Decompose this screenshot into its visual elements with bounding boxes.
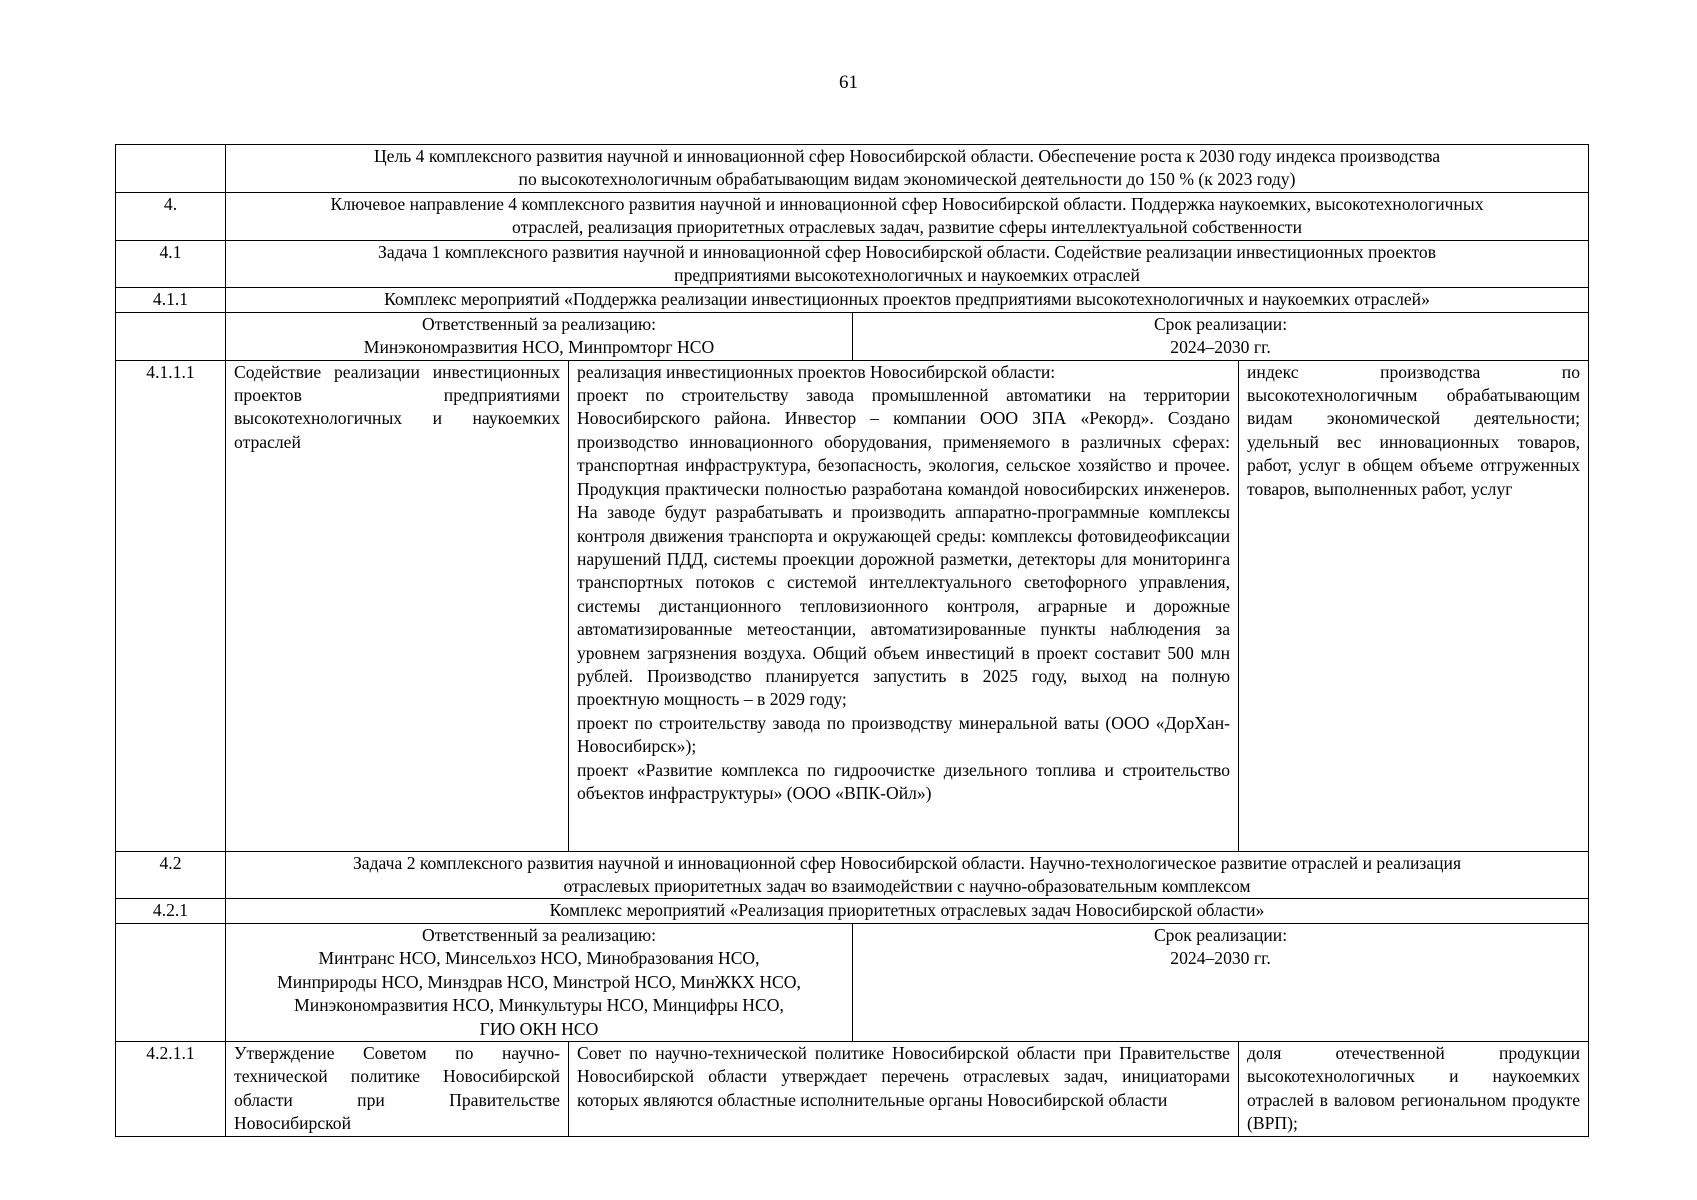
task-heading <box>226 240 1589 288</box>
responsibility-number-cell <box>116 312 226 360</box>
measure-indicator: индекс производства по высокотехнологичным обрабатывающим видам экономической деятельности; удельный вес инновационных товаров, работ, услуг в общем объеме отгруженных товаров, выполненных работ, услуг <box>1239 360 1589 851</box>
goal-line: Цель 4 комплексного развития научной и инновационной сфер Новосибирской области. Обеспечение роста к 2030 году индекса производства <box>373 146 1441 166</box>
measure-number: 4.2.1.1 <box>116 1041 226 1136</box>
responsible-value: Минтранс НСО, Минсельхоз НСО, Минобразования НСО, <box>318 948 760 969</box>
complex-number: 4.1.1 <box>116 288 226 312</box>
measure-row <box>116 360 1589 851</box>
term-cell <box>853 923 1589 1041</box>
plan-table <box>115 144 1589 1137</box>
measure-indicator: доля отечественной продукции высокотехнологичных и наукоемких отраслей в валовом региональном продукте (ВРП); <box>1239 1041 1589 1136</box>
description-paragraph: проект «Развитие комплекса по гидроочистке дизельного топлива и строительство объектов инфраструктуры» (ООО «ВПК-Ойл») <box>577 759 1230 803</box>
term-label: Срок реализации: <box>1153 924 1288 945</box>
goal-line: по высокотехнологичным обрабатывающим видам экономической деятельности до 150 % (к 2023 году) <box>518 169 1296 190</box>
responsible-cell <box>226 312 853 360</box>
responsible-label: Ответственный за реализацию: <box>421 313 657 334</box>
term-cell <box>853 312 1589 360</box>
complex-row <box>116 899 1589 923</box>
task-row <box>116 240 1589 288</box>
task-number: 4.1 <box>116 240 226 288</box>
description-paragraph: реализация инвестиционных проектов Новосибирской области: <box>577 361 1056 382</box>
measure-name: Утверждение Советом по научно-технической политике Новосибирской области при Правительстве Новосибирской <box>226 1041 569 1136</box>
measure-description <box>569 360 1239 851</box>
task-line: предприятиями высокотехнологичных и наукоемких отраслей <box>674 265 1140 286</box>
complex-title: Комплекс мероприятий «Реализация приоритетных отраслевых задач Новосибирской области» <box>226 899 1589 923</box>
goal-row <box>116 145 1589 193</box>
responsible-cell <box>226 923 853 1041</box>
page-number: 61 <box>839 72 858 93</box>
direction-line: Ключевое направление 4 комплексного развития научной и инновационной сфер Новосибирской области. Поддержка наукоемких, высокотехнологичных <box>330 193 1484 214</box>
responsible-value: Минэкономразвития НСО, Минкультуры НСО, Минцифры НСО, <box>294 995 784 1016</box>
measure-name: Содействие реализации инвестиционных проектов предприятиями высокотехнологичных и наукоемких отраслей <box>226 360 569 851</box>
direction-row <box>116 192 1589 240</box>
goal-heading <box>226 145 1589 193</box>
responsible-value: Минэкономразвития НСО, Минпромторг НСО <box>363 337 715 358</box>
responsible-value: Минприроды НСО, Минздрав НСО, Минстрой НСО, МинЖКХ НСО, <box>277 971 801 992</box>
measure-row <box>116 1041 1589 1136</box>
complex-title: Комплекс мероприятий «Поддержка реализации инвестиционных проектов предприятиями высокотехнологичных и наукоемких отраслей» <box>226 288 1589 312</box>
responsibility-row <box>116 923 1589 1041</box>
responsible-label: Ответственный за реализацию: <box>421 924 657 945</box>
responsible-value: ГИО ОКН НСО <box>479 1018 599 1039</box>
task-row <box>116 851 1589 899</box>
responsibility-row <box>116 312 1589 360</box>
measure-description: Совет по научно-технической политике Новосибирской области при Правительстве Новосибирской области утверждает перечень отраслевых задач, инициаторами которых являются областные исполнительные органы Новосибирской области <box>569 1041 1239 1136</box>
responsibility-number-cell <box>116 923 226 1041</box>
direction-line: отраслей, реализация приоритетных отраслевых задач, развитие сферы интеллектуальной собственности <box>512 217 1302 238</box>
complex-number: 4.2.1 <box>116 899 226 923</box>
direction-heading <box>226 192 1589 240</box>
direction-number: 4. <box>116 192 226 240</box>
term-value: 2024–2030 гг. <box>1170 948 1271 969</box>
task-number: 4.2 <box>116 851 226 899</box>
goal-number-cell <box>116 145 226 193</box>
task-line: Задача 1 комплексного развития научной и инновационной сфер Новосибирской области. Содействие реализации инвестиционных проектов <box>378 241 1437 262</box>
description-paragraph: проект по строительству завода по производству минеральной ваты (ООО «ДорХан-Новосибирск»); <box>577 712 1230 757</box>
task-line: Задача 2 комплексного развития научной и инновационной сфер Новосибирской области. Научно-технологическое развитие отраслей и реализация <box>352 852 1462 873</box>
task-heading <box>226 851 1589 899</box>
task-line: отраслевых приоритетных задач во взаимодействии с научно-образовательным комплексом <box>563 876 1251 897</box>
term-value: 2024–2030 гг. <box>1170 337 1271 358</box>
description-paragraph: проект по строительству завода промышленной автоматики на территории Новосибирского района. Инвестор – компании ООО ЗПА «Рекорд». Создано производство инновационного оборудования, применяемого в различных сферах: транспортная инфраструктура, безопасность, экология, сельское хозяйство и прочее. Продукция практически полностью разработана командой новосибирских инженеров. На заводе будут разрабатывать и производить аппаратно-программные комплексы контроля движения транспорта и окружающей среды: комплексы фотовидеофиксации нарушений ПДД, системы проекции дорожной разметки, детекторы для мониторинга транспортных потоков с системой интеллектуального светофорного управления, системы дистанционного тепловизионного контроля, аграрные и дорожные автоматизированные метеостанции, автоматизированные пункты наблюдения за уровнем загрязнения воздуха. Общий объем инвестиций в проект составит 500 млн рублей. Производство планируется запустить в 2025 году, выход на полную проектную мощность – в 2029 году; <box>577 385 1230 710</box>
measure-number: 4.1.1.1 <box>116 360 226 851</box>
term-label: Срок реализации: <box>1153 313 1288 334</box>
complex-row <box>116 288 1589 312</box>
